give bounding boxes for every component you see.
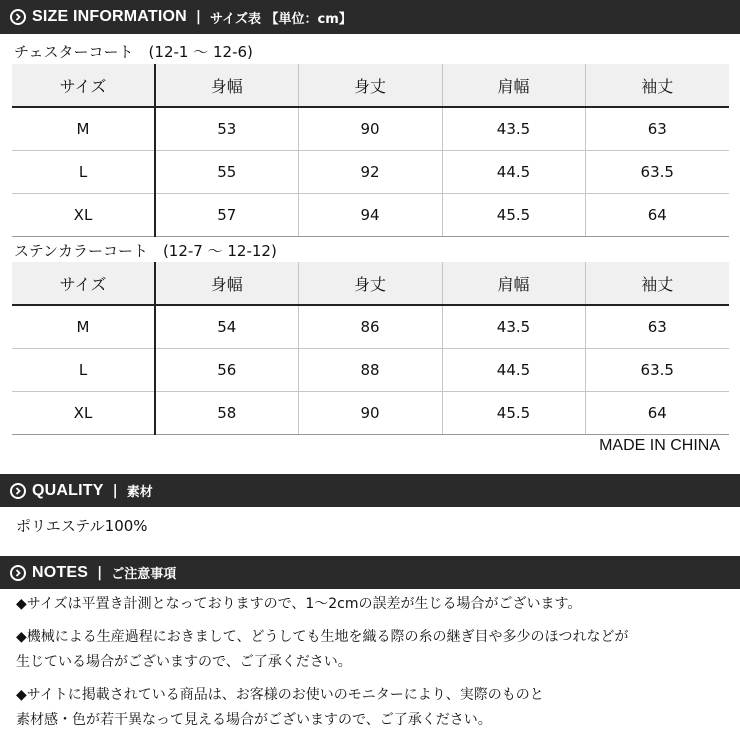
col-header-sleeve-length: 袖丈 <box>585 262 729 305</box>
chevron-right-circle-icon <box>10 483 26 499</box>
chevron-right-circle-icon <box>10 9 26 25</box>
table-row <box>12 392 729 435</box>
cell-size: M <box>12 107 155 151</box>
cell-value: 94 <box>298 194 442 237</box>
cell-value: 90 <box>298 107 442 151</box>
table-header-row <box>12 262 729 305</box>
cell-value: 44.5 <box>442 349 585 392</box>
cell-value: 44.5 <box>442 151 585 194</box>
notes-header-separator: | <box>97 564 103 581</box>
cell-value: 45.5 <box>442 194 585 237</box>
col-header-shoulder-width: 肩幅 <box>442 262 585 305</box>
col-header-body-width: 身幅 <box>155 262 298 305</box>
cell-value: 88 <box>298 349 442 392</box>
col-header-size: サイズ <box>12 262 155 305</box>
table-row <box>12 305 729 349</box>
notes-header-jp: ご注意事項 <box>111 567 177 582</box>
size-header-separator: | <box>195 9 202 25</box>
size-information-header <box>0 0 740 34</box>
notes-header <box>0 556 740 589</box>
cell-value: 63 <box>585 305 729 349</box>
note-line: ◆サイトに掲載されている商品は、お客様のお使いのモニターにより、実際のものと <box>16 687 544 703</box>
cell-value: 63.5 <box>585 151 729 194</box>
cell-value: 43.5 <box>442 305 585 349</box>
cell-value: 86 <box>298 305 442 349</box>
note-line: ◆機械による生産過程におきまして、どうしても生地を織る際の糸の継ぎ目や多少のほつれなどが <box>16 629 629 645</box>
material-text: ポリエステル100% <box>16 517 148 535</box>
col-header-body-width: 身幅 <box>155 64 298 107</box>
cell-size: XL <box>12 194 155 237</box>
cell-value: 54 <box>155 305 298 349</box>
col-header-size: サイズ <box>12 64 155 107</box>
quality-header-jp: 素材 <box>126 485 153 500</box>
col-header-body-length: 身丈 <box>298 64 442 107</box>
cell-value: 56 <box>155 349 298 392</box>
size-table-chester <box>12 64 729 237</box>
size-table-stand-collar <box>12 262 729 435</box>
chevron-right-circle-icon <box>10 565 26 581</box>
quality-header <box>0 474 740 507</box>
table1-caption: チェスターコート (12-1 ～ 12-6) <box>14 43 253 61</box>
quality-header-en: QUALITY <box>32 481 104 499</box>
cell-value: 43.5 <box>442 107 585 151</box>
cell-size: M <box>12 305 155 349</box>
notes-list <box>16 592 628 741</box>
note-item <box>16 592 628 617</box>
note-line: ◆サイズは平置き計測となっておりますので、1～2cmの誤差が生じる場合がございます。 <box>16 596 582 612</box>
notes-header-en: NOTES <box>32 563 89 581</box>
made-in-label: MADE IN CHINA <box>599 437 720 454</box>
col-header-body-length: 身丈 <box>298 262 442 305</box>
cell-value: 55 <box>155 151 298 194</box>
note-line: 素材感・色が若干異なって見える場合がございますので、ご了承ください。 <box>16 712 492 728</box>
cell-value: 45.5 <box>442 392 585 435</box>
cell-value: 64 <box>585 392 729 435</box>
cell-size: L <box>12 349 155 392</box>
table-row <box>12 107 729 151</box>
cell-value: 64 <box>585 194 729 237</box>
cell-value: 90 <box>298 392 442 435</box>
cell-value: 63.5 <box>585 349 729 392</box>
table2-caption: ステンカラーコート (12-7 ～ 12-12) <box>14 242 277 260</box>
cell-size: XL <box>12 392 155 435</box>
table-row <box>12 349 729 392</box>
note-line: 生じている場合がございますので、ご了承ください。 <box>16 654 352 670</box>
cell-size: L <box>12 151 155 194</box>
cell-value: 63 <box>585 107 729 151</box>
cell-value: 53 <box>155 107 298 151</box>
note-item <box>16 683 628 733</box>
cell-value: 58 <box>155 392 298 435</box>
table-header-row <box>12 64 729 107</box>
quality-header-separator: | <box>112 482 118 499</box>
cell-value: 92 <box>298 151 442 194</box>
size-header-jp: サイズ表 【単位：cm】 <box>210 11 352 27</box>
col-header-shoulder-width: 肩幅 <box>442 64 585 107</box>
table-row <box>12 194 729 237</box>
size-header-en: SIZE INFORMATION <box>32 8 187 25</box>
cell-value: 57 <box>155 194 298 237</box>
table-row <box>12 151 729 194</box>
note-item <box>16 625 628 675</box>
col-header-sleeve-length: 袖丈 <box>585 64 729 107</box>
